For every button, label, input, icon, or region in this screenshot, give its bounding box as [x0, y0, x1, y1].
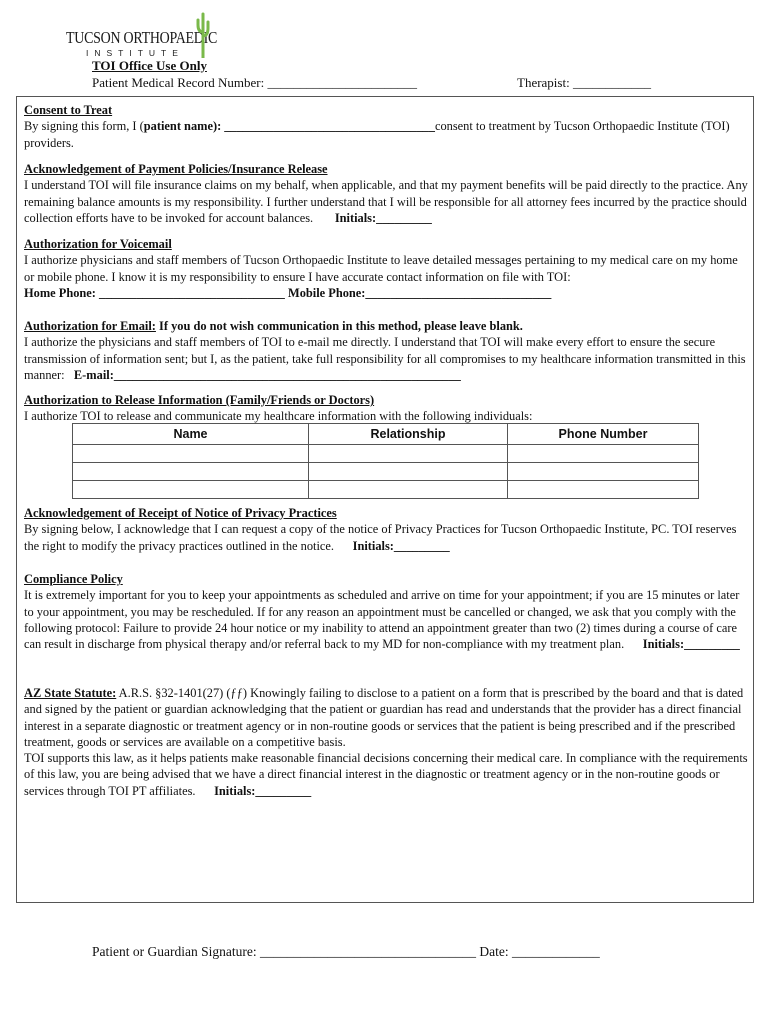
name-cell[interactable] — [73, 481, 309, 499]
compliance-body: It is extremely important for you to keep your appointments as scheduled and arrive on time for your appointment; if you are 15 minutes or later to your appointment, you may be rescheduled. If for any reason an appointment must be cancelled or changed, we ask that you comply with the following protocol: Failure to provide 24 hour notice or my inability to attend an appointment greater than two (2) times during a course of care can result in discharge from physical therapy and/or referral back to my MD for non-compliance with my treatment plan. — [24, 588, 740, 652]
privacy-initials-field[interactable]: Initials:_________ — [352, 538, 450, 553]
table-header-row — [73, 424, 699, 445]
signature-line — [92, 944, 600, 960]
date-field[interactable]: Date: _____________ — [479, 944, 600, 959]
statute-body-2: TOI supports this law, as it helps patients make reasonable financial decisions concerning their medical care. In compliance with the requirements of this law, you are being advised that we have a direct financial interest in the diagnostic or treatment agency or in the non-routine goods or services through TOI PT affiliates. — [24, 751, 748, 798]
table-row — [73, 445, 699, 463]
phone-cell[interactable] — [508, 481, 699, 499]
statute-text-2 — [24, 750, 749, 799]
phone-cell[interactable] — [508, 463, 699, 481]
home-phone-field[interactable]: Home Phone: ______________________________ — [24, 285, 285, 300]
name-cell[interactable] — [73, 463, 309, 481]
privacy-section — [24, 505, 749, 554]
email-body: I authorize the physicians and staff members of TOI to e-mail me directly. I understand that TOI will make every effort to ensure the secure transmission of information sent; but I, as the patient, take full responsibility for all compromises to my healthcare information transmitted in this manner: — [24, 335, 746, 382]
cactus-icon — [196, 12, 212, 58]
patient-name-field[interactable]: patient name): __________________________________ — [143, 119, 435, 134]
logo-line1: TUCSON ORTHOPAEDIC — [66, 28, 218, 47]
email-section — [24, 318, 749, 383]
voicemail-text: I authorize physicians and staff members of Tucson Orthopaedic Institute to leave detailed messages pertaining to my medical care on my home or mobile phone. I know it is my responsibility to ensure I have accurate contact information on file with TOI: — [24, 253, 738, 284]
phone-cell[interactable] — [508, 445, 699, 463]
column-relationship: Relationship — [309, 424, 508, 445]
compliance-section — [24, 571, 749, 652]
office-use-title: TOI Office Use Only — [92, 58, 207, 73]
release-section — [24, 392, 749, 425]
consent-title: Consent to Treat — [24, 103, 113, 117]
privacy-text — [24, 521, 749, 554]
payment-body: I understand TOI will file insurance claims on my behalf, when applicable, and that my payment benefits will be paid directly to the practice. Any remaining balance amounts is my responsibility. I further understand that I will be responsible for all attorney fees incurred by the practice should collection efforts have to be invoked for account balances. — [24, 178, 748, 225]
email-heading — [24, 318, 749, 334]
table-row — [73, 463, 699, 481]
statute-initials-field[interactable]: Initials:_________ — [214, 783, 312, 798]
compliance-initials-field[interactable]: Initials:_________ — [642, 637, 740, 652]
email-field[interactable]: E-mail:________________________________________________________ — [73, 367, 461, 382]
relationship-cell[interactable] — [309, 445, 508, 463]
email-title-note: If you do not wish communication in this method, please leave blank. — [159, 319, 523, 333]
consent-section — [24, 102, 749, 151]
payment-initials-field[interactable]: Initials:_________ — [334, 210, 432, 225]
release-text: I authorize TOI to release and communicate my healthcare information with the following individuals: — [24, 409, 533, 424]
payment-title: Acknowledgement of Payment Policies/Insurance Release — [24, 162, 328, 176]
consent-text-end: consent to treatment by Tucson Orthopaedic Institute (TOI) providers. — [24, 119, 730, 150]
voicemail-section — [24, 236, 749, 301]
email-title: Authorization for Email: — [24, 319, 156, 333]
compliance-text — [24, 587, 749, 652]
statute-body-1: A.R.S. §32-1401(27) (ƒƒ) Knowingly failing to disclose to a patient on a form that is prescribed by the board and that is dated and signed by the patient or guardian acknowledging that the patient or guardian has read and understands that the provider has a direct financial interest in a separate diagnostic or treatment agency or in non-routine goods or services that the patient is being prescribed and if the prescribed treatment, goods or services are available on a competitive basis. — [24, 686, 744, 749]
relationship-cell[interactable] — [309, 481, 508, 499]
statute-title: AZ State Statute: — [24, 686, 117, 700]
statute-section — [24, 685, 749, 799]
payment-section — [24, 161, 749, 226]
toi-logo — [66, 12, 216, 60]
phone-fields — [24, 285, 749, 301]
logo-line2: INSTITUTE — [86, 48, 184, 58]
table-row — [73, 481, 699, 499]
release-title: Authorization to Release Information (Family/Friends or Doctors) — [24, 393, 375, 407]
voicemail-title: Authorization for Voicemail — [24, 237, 172, 251]
consent-text-start: By signing this form, I ( — [24, 119, 144, 134]
privacy-body: By signing below, I acknowledge that I can request a copy of the notice of Privacy Practices for Tucson Orthopaedic Institute, PC. TOI reserves the right to modify the privacy practices outlined in the notice. — [24, 522, 737, 553]
signature-field[interactable]: Patient or Guardian Signature: ________________________________ — [92, 944, 476, 959]
therapist-field[interactable]: Therapist: ____________ — [517, 75, 651, 90]
column-phone-number: Phone Number — [508, 424, 699, 445]
name-cell[interactable] — [73, 445, 309, 463]
privacy-title: Acknowledgement of Receipt of Notice of Privacy Practices — [24, 506, 337, 520]
email-text — [24, 334, 749, 383]
relationship-cell[interactable] — [309, 463, 508, 481]
mobile-phone-field[interactable]: Mobile Phone:______________________________ — [288, 285, 552, 300]
payment-text — [24, 177, 749, 226]
medical-record-number-field[interactable]: Patient Medical Record Number: _______________________ — [92, 75, 417, 90]
statute-text-1 — [24, 685, 749, 750]
consent-text — [24, 118, 749, 151]
release-contacts-table — [72, 423, 699, 499]
column-name: Name — [73, 424, 309, 445]
compliance-title: Compliance Policy — [24, 572, 123, 586]
